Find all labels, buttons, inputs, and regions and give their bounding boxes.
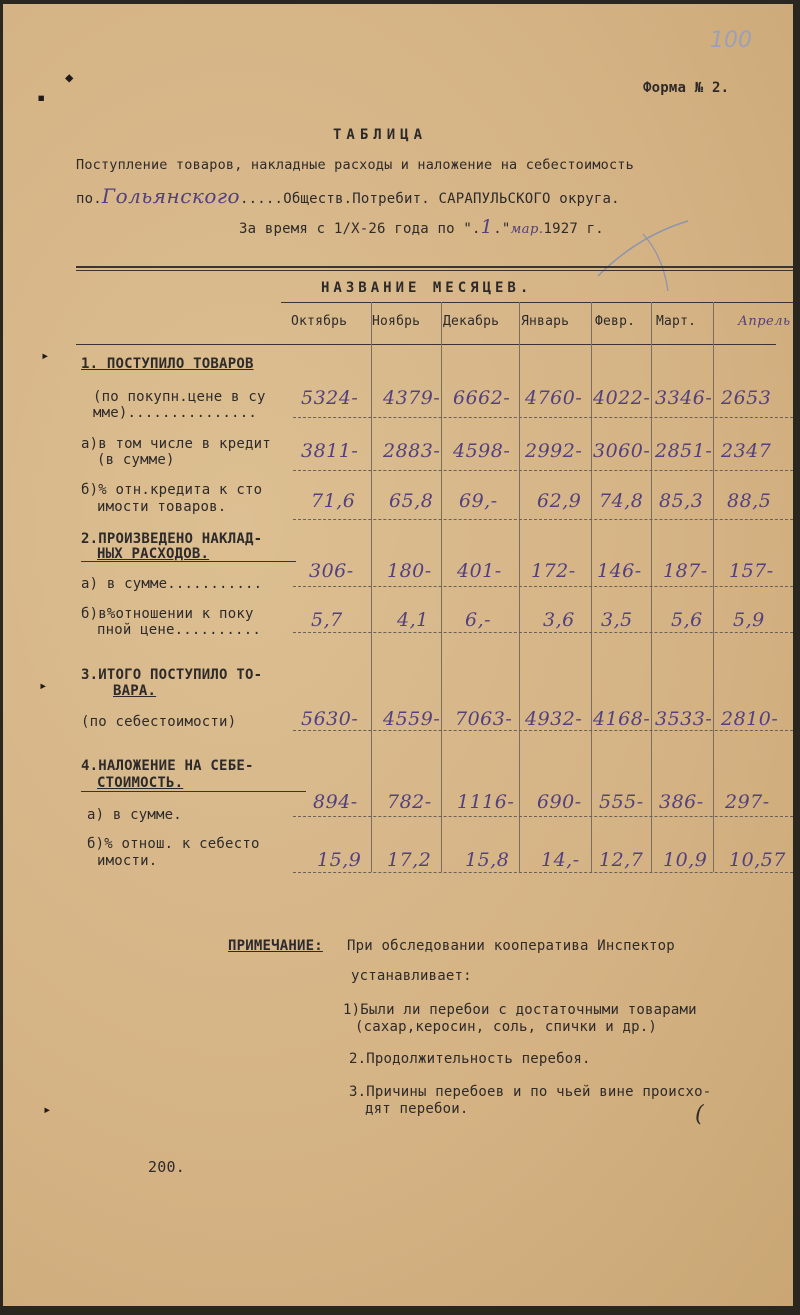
s1-row3-label-1: б)% отн.кредита к сто — [81, 482, 263, 498]
value-markup-pct-dec: 15,8 — [465, 849, 510, 871]
note-item-2: 2.Продолжительность перебоя. — [349, 1051, 591, 1067]
value-overhead-oct: 306- — [309, 560, 354, 582]
period-prefix: За время с 1/Х-26 года по ". — [239, 221, 481, 237]
footer-number: 200. — [148, 1158, 185, 1176]
s2-row2-label-2: пной цене.......... — [97, 622, 261, 638]
value-total-jan: 4932- — [525, 708, 583, 730]
s3-row1-label: (по себестоимости) — [81, 714, 237, 730]
subtitle-line-1: Поступление товаров, накладные расходы и наложение на себестоимость — [76, 157, 634, 173]
value-total-dec: 7063- — [455, 708, 513, 730]
months-row-rule — [76, 344, 776, 345]
section-2-title-1: 2.ПРОИЗВЕДЕНО НАКЛАД- — [81, 531, 263, 547]
value-overhead-pct-feb: 3,5 — [601, 609, 633, 631]
note-intro-2: устанавливает: — [351, 968, 472, 984]
row-guide — [293, 586, 793, 587]
table-top-rule — [76, 266, 793, 268]
row-guide — [293, 470, 793, 471]
row-guide — [293, 417, 793, 418]
value-markup-oct: 894- — [313, 791, 358, 813]
note-item-3-line-2: дят перебои. — [365, 1101, 469, 1117]
value-credit-apr: 2347 — [721, 440, 772, 462]
row-guide — [293, 872, 793, 873]
section-3-title-2: ВАРА. — [113, 683, 157, 699]
value-overhead-pct-apr: 5,9 — [733, 609, 765, 631]
period-mid: ." — [493, 221, 511, 237]
period-day-handwritten: 1 — [480, 216, 494, 238]
subtitle-line-2 — [76, 184, 620, 208]
value-overhead-pct-jan: 3,6 — [543, 609, 575, 631]
value-purchase-jan: 4760- — [525, 387, 583, 409]
value-overhead-jan: 172- — [531, 560, 576, 582]
value-credit-nov: 2883- — [383, 440, 441, 462]
s4-row2-label-1: б)% отнош. к себесто — [87, 836, 260, 852]
value-markup-pct-apr: 10,57 — [729, 849, 786, 871]
month-april-handwritten: Апрель — [738, 314, 791, 329]
value-overhead-feb: 146- — [597, 560, 642, 582]
pencil-cross-mark-icon — [588, 216, 698, 296]
value-credit-pct-jan: 62,9 — [537, 490, 582, 512]
value-credit-pct-dec: 69,- — [459, 490, 498, 512]
value-credit-pct-apr: 88,5 — [727, 490, 772, 512]
value-credit-pct-nov: 65,8 — [389, 490, 434, 512]
value-overhead-pct-mar: 5,6 — [671, 609, 703, 631]
value-credit-mar: 2851- — [655, 440, 713, 462]
value-total-mar: 3533- — [655, 708, 713, 730]
period-suffix: 1927 г. — [543, 221, 604, 237]
s1-row1-label-2: мме)............... — [93, 405, 257, 421]
s2-row2-label-1: б)в%отношении к поку — [81, 606, 254, 622]
value-purchase-mar: 3346- — [655, 387, 713, 409]
row-guide — [293, 519, 793, 520]
column-divider — [441, 302, 442, 872]
column-divider — [713, 302, 714, 872]
month-october: Октябрь — [291, 314, 348, 329]
row-guide — [293, 730, 793, 731]
months-header: НАЗВАНИЕ МЕСЯЦЕВ. — [321, 280, 533, 296]
binder-hole-mark: ▪ — [37, 90, 46, 106]
section-4-title-1: 4.НАЛОЖЕНИЕ НА СЕБЕ- — [81, 758, 254, 774]
s2-row1-label: а) в сумме........... — [81, 576, 263, 592]
period-line — [239, 216, 604, 238]
value-purchase-oct: 5324- — [301, 387, 359, 409]
value-credit-pct-oct: 71,6 — [311, 490, 356, 512]
value-markup-pct-jan: 14,- — [541, 849, 580, 871]
section-4-rule — [81, 791, 306, 792]
section-2-title-2: НЫХ РАСХОДОВ. — [97, 546, 210, 562]
value-markup-nov: 782- — [387, 791, 432, 813]
value-purchase-dec: 6662- — [453, 387, 511, 409]
row-guide — [293, 632, 793, 633]
value-overhead-apr: 157- — [729, 560, 774, 582]
value-markup-pct-oct: 15,9 — [317, 849, 362, 871]
handwritten-bracket-mark: ( — [695, 1102, 705, 1127]
note-item-1-line-1: 1)Были ли перебои с достаточными товарами — [343, 1002, 697, 1018]
month-january: Январь — [521, 314, 570, 329]
value-total-feb: 4168- — [593, 708, 651, 730]
column-divider — [519, 302, 520, 872]
value-total-nov: 4559- — [383, 708, 441, 730]
subtitle-suffix: .....Обществ.Потребит. САРАПУЛЬСКОГО округа. — [240, 191, 620, 207]
s1-row2-label-2: (в сумме) — [97, 452, 175, 468]
month-december: Декабрь — [443, 314, 500, 329]
value-purchase-feb: 4022- — [593, 387, 651, 409]
s4-row2-label-2: имости. — [97, 853, 158, 869]
binder-hole-mark: ◆ — [65, 70, 74, 86]
document-title: ТАБЛИЦА — [333, 127, 428, 143]
value-overhead-mar: 187- — [663, 560, 708, 582]
note-item-1-line-2: (сахар,керосин, соль, спички и др.) — [355, 1019, 658, 1035]
column-divider — [651, 302, 652, 872]
months-header-rule — [281, 302, 793, 303]
value-credit-jan: 2992- — [525, 440, 583, 462]
archive-page-number: 100 — [710, 28, 752, 53]
binder-hole-mark: ▸ — [43, 1102, 52, 1118]
s1-row3-label-2: имости товаров. — [97, 499, 227, 515]
column-divider — [591, 302, 592, 872]
subtitle-prefix: по. — [76, 191, 102, 207]
column-divider — [371, 302, 372, 872]
month-march: Март. — [656, 314, 697, 329]
note-intro-1: При обследовании кооператива Инспектор — [347, 938, 675, 954]
row-guide — [293, 816, 793, 817]
value-markup-pct-nov: 17,2 — [387, 849, 432, 871]
value-markup-feb: 555- — [599, 791, 644, 813]
month-february: Февр. — [595, 314, 636, 329]
note-item-3-line-1: 3.Причины перебоев и по чьей вине происхо- — [349, 1084, 712, 1100]
value-overhead-dec: 401- — [457, 560, 502, 582]
value-overhead-pct-dec: 6,- — [465, 609, 492, 631]
section-2-rule — [81, 561, 296, 562]
binder-hole-mark: ▸ — [39, 678, 48, 694]
section-3-title-1: 3.ИТОГО ПОСТУПИЛО ТО- — [81, 667, 263, 683]
value-markup-jan: 690- — [537, 791, 582, 813]
value-purchase-nov: 4379- — [383, 387, 441, 409]
period-month-handwritten: мар. — [510, 222, 544, 237]
value-credit-feb: 3060- — [593, 440, 651, 462]
table-top-rule-2 — [76, 270, 793, 271]
binder-hole-mark: ▸ — [41, 348, 50, 364]
value-total-apr: 2810- — [721, 708, 779, 730]
value-markup-pct-feb: 12,7 — [599, 849, 644, 871]
section-1-title: 1. ПОСТУПИЛО ТОВАРОВ — [81, 356, 254, 372]
value-overhead-pct-nov: 4,1 — [397, 609, 429, 631]
section-4-title-2: СТОИМОСТЬ. — [97, 775, 184, 791]
value-overhead-pct-oct: 5,7 — [311, 609, 343, 631]
s1-row1-label-1: (по покупн.цене в су — [93, 389, 266, 405]
document-page — [3, 4, 793, 1306]
s1-row2-label-1: а)в том числе в кредит — [81, 436, 271, 452]
value-credit-oct: 3811- — [301, 440, 359, 462]
value-credit-dec: 4598- — [453, 440, 511, 462]
value-markup-apr: 297- — [725, 791, 770, 813]
s4-row1-label: а) в сумме. — [87, 807, 182, 823]
month-november: Ноябрь — [372, 314, 421, 329]
value-total-oct: 5630- — [301, 708, 359, 730]
note-label: ПРИМЕЧАНИЕ: — [228, 938, 323, 954]
value-credit-pct-mar: 85,3 — [659, 490, 704, 512]
form-label: Форма № 2. — [643, 80, 730, 96]
value-overhead-nov: 180- — [387, 560, 432, 582]
value-purchase-apr: 2653 — [721, 387, 772, 409]
value-credit-pct-feb: 74,8 — [599, 490, 644, 512]
value-markup-pct-mar: 10,9 — [663, 849, 708, 871]
value-markup-dec: 1116- — [457, 791, 515, 813]
society-name-handwritten: Гольянского — [101, 184, 241, 208]
value-markup-mar: 386- — [659, 791, 704, 813]
